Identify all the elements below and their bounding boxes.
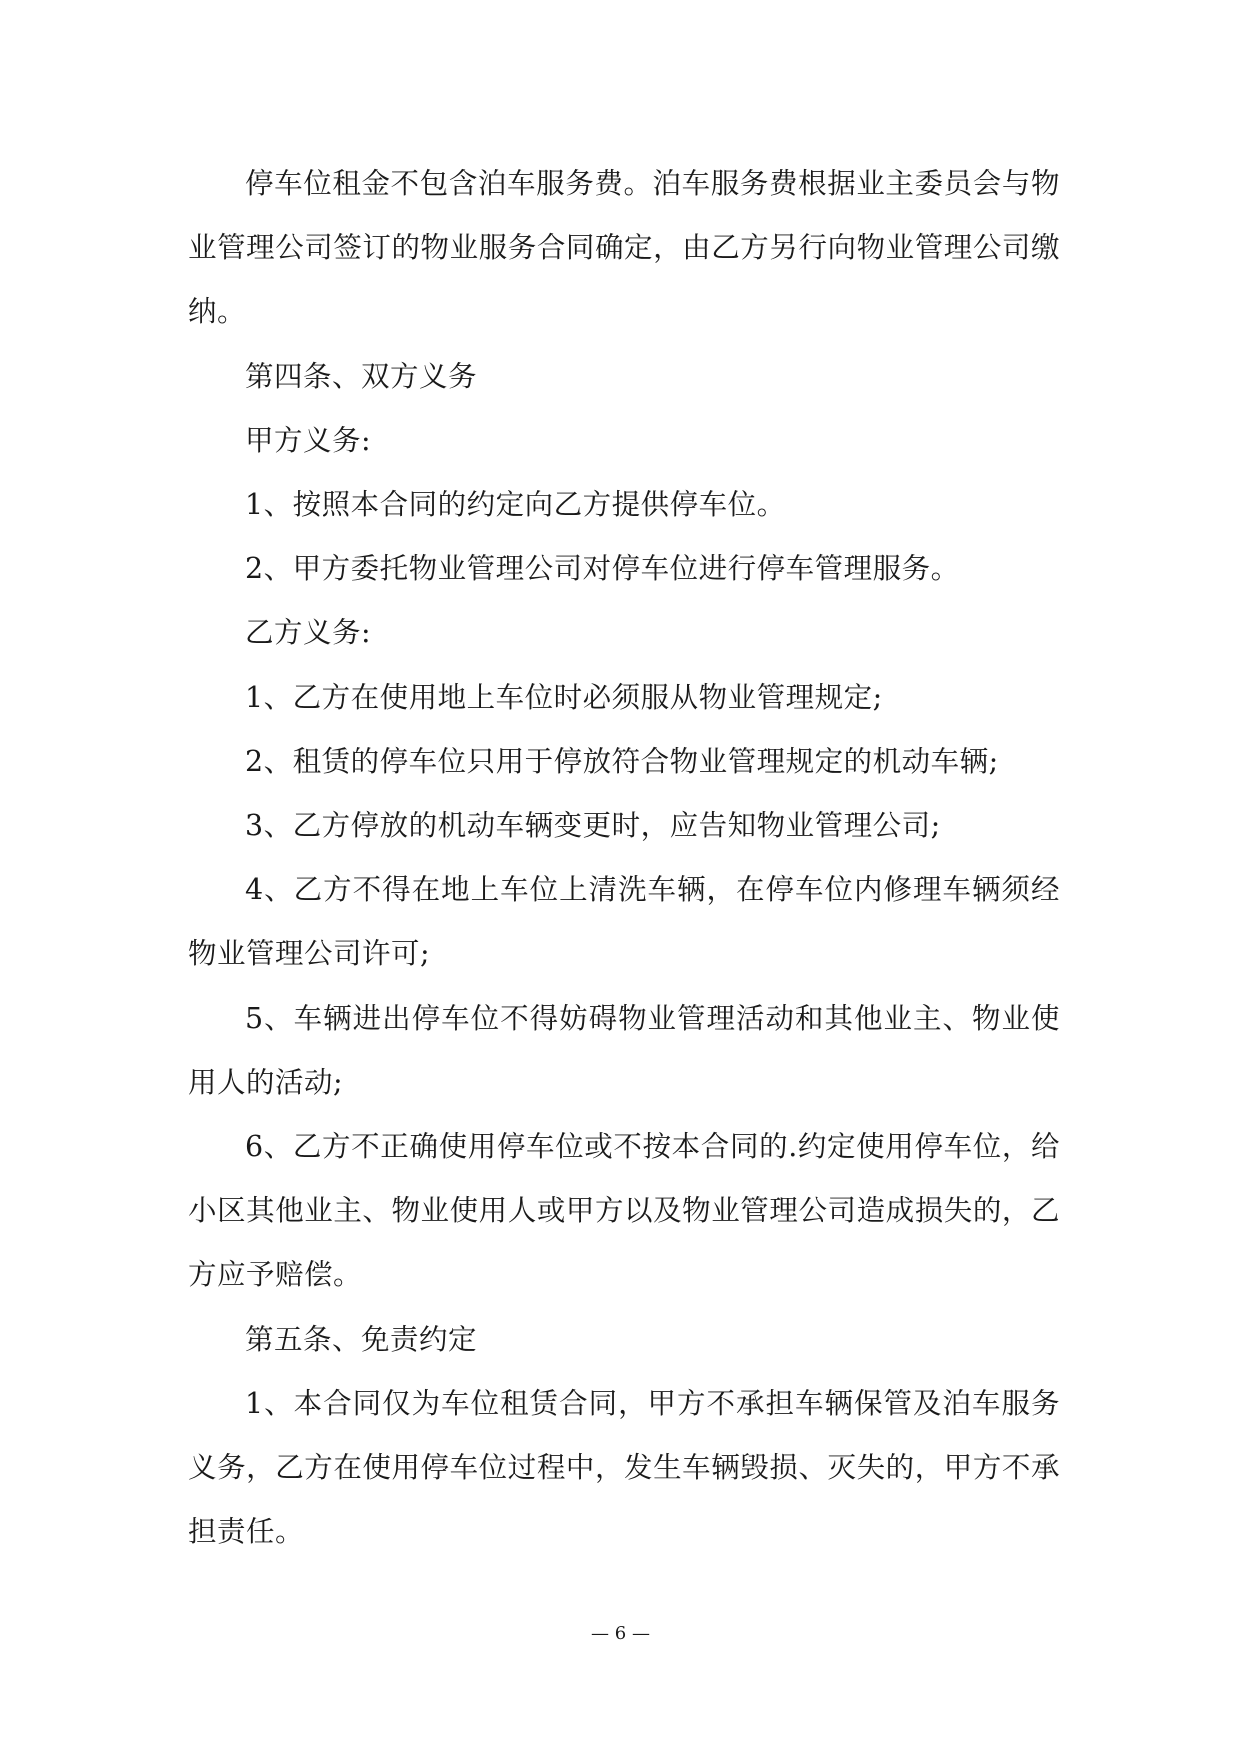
list-item-exemption-1: 1、本合同仅为车位租赁合同，甲方不承担车辆保管及泊车服务义务，乙方在使用停车位过程中，发生车辆毁损、灭失的，甲方不承担责任。	[188, 1386, 1060, 1549]
list-item-party-b-1: 1、乙方在使用地上车位时必须服从物业管理规定;	[245, 680, 883, 714]
heading-party-b-obligations: 乙方义务:	[245, 616, 372, 650]
list-item-party-a-1: 1、按照本合同的约定向乙方提供停车位。	[245, 488, 786, 522]
page-number: — 6 —	[591, 1623, 650, 1644]
list-item-party-b-4: 4、乙方不得在地上车位上清洗车辆，在停车位内修理车辆须经物业管理公司许可;	[188, 873, 1060, 971]
list-item-party-a-2: 2、甲方委托物业管理公司对停车位进行停车管理服务。	[245, 552, 960, 586]
heading-party-a-obligations: 甲方义务:	[245, 423, 372, 457]
list-item-party-b-2: 2、租赁的停车位只用于停放符合物业管理规定的机动车辆;	[245, 744, 999, 778]
document-body	[188, 152, 1060, 1564]
list-item-party-b-6: 6、乙方不正确使用停车位或不按本合同的.约定使用停车位，给小区其他业主、物业使用人或甲方以及物业管理公司造成损失的，乙方应予赔偿。	[188, 1130, 1060, 1292]
heading-article-5: 第五条、免责约定	[245, 1322, 478, 1356]
list-item-party-b-5: 5、车辆进出停车位不得妨碍物业管理活动和其他业主、物业使用人的活动;	[188, 1001, 1060, 1099]
heading-article-4: 第四条、双方义务	[245, 359, 478, 393]
list-item-party-b-3: 3、乙方停放的机动车辆变更时，应告知物业管理公司;	[245, 809, 941, 843]
paragraph-parking-fee: 停车位租金不包含泊车服务费。泊车服务费根据业主委员会与物业管理公司签订的物业服务合同确定，由乙方另行向物业管理公司缴纳。	[188, 167, 1060, 329]
